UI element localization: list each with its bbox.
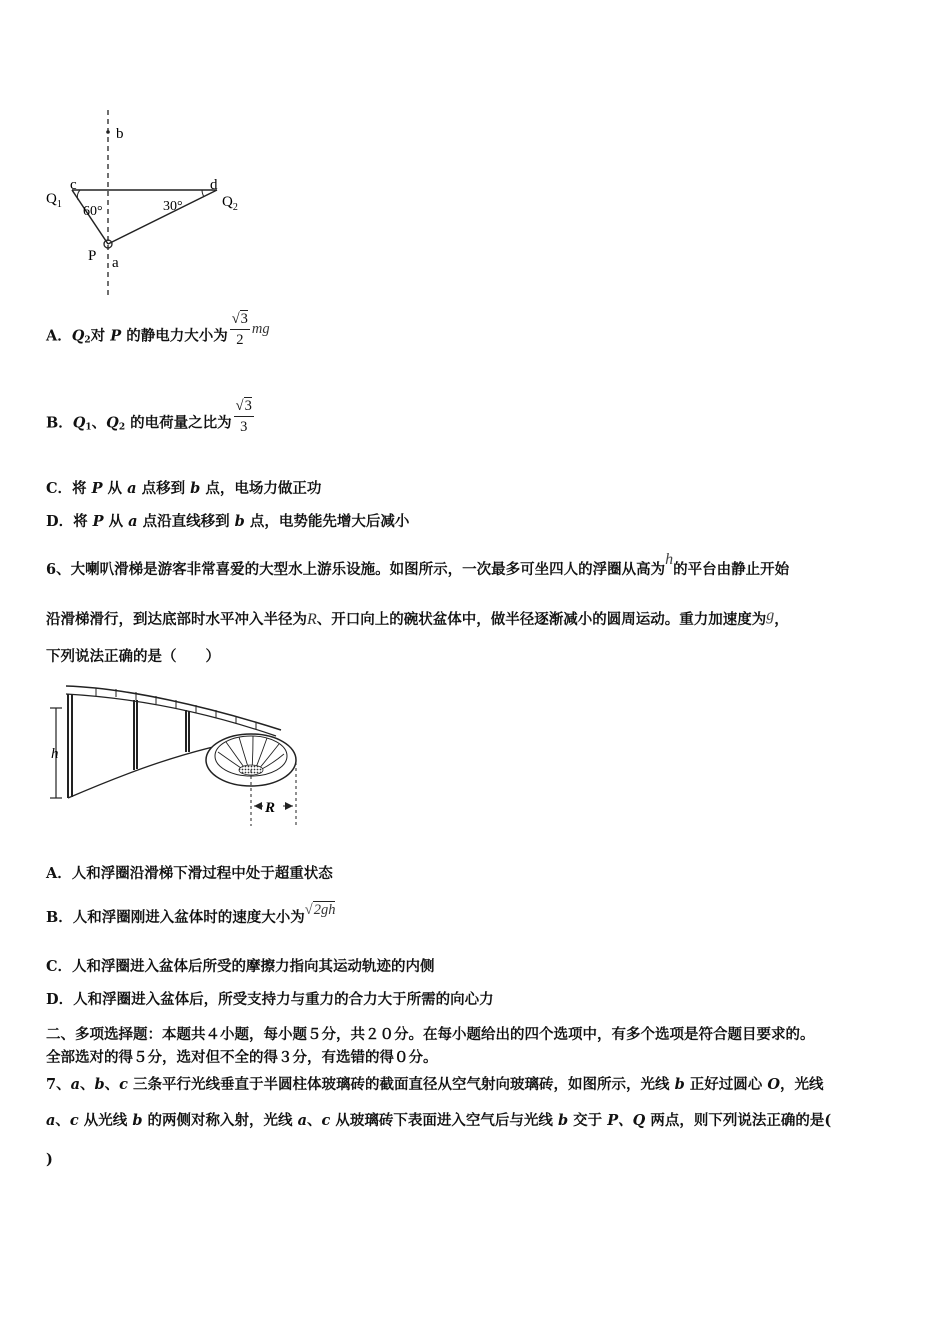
q7-stem-line2: a、c 从光线 b 的两侧对称入射，光线 a、c 从玻璃砖下表面进入空气后与光线 b 交于 P、Q 两点，则下列说法正确的是( xyxy=(46,1112,832,1129)
q5-option-c: C．将 P 从 a 点移到 b 点，电场力做正功 xyxy=(46,480,322,497)
q7-stem-line3: ) xyxy=(46,1151,53,1168)
label-b: b xyxy=(116,126,124,142)
angle-30-arc xyxy=(202,190,204,197)
section2-heading-line1: 二、多项选择题：本题共４小题，每小题５分，共２０分。在每小题给出的四个选项中，有多个选项是符合题目要求的。 xyxy=(46,1026,815,1043)
q6-stem-line3: 下列说法正确的是（ ） xyxy=(46,648,220,665)
label-c: c xyxy=(70,177,77,193)
sqrt3-over-2-fraction: $\frac{√3}{2}$ xyxy=(231,311,248,348)
sqrt3-over-3-fraction: $\frac{√3}{3}$ xyxy=(235,398,252,435)
label-angle-30: 30° xyxy=(163,199,183,214)
angle-60-arc xyxy=(77,190,80,200)
label-q1: $Q_1$ xyxy=(46,191,62,210)
q5-option-b: B．$Q_1$、$Q_2$ 的电荷量之比为 $\frac{√3}{3}$ xyxy=(46,398,252,435)
q6-stem-line1: 6、大喇叭滑梯是游客非常喜爱的大型水上游乐设施。如图所示，一次最多可坐四人的浮圈从高为h的平台由静止开始 xyxy=(46,551,790,578)
section2-heading-line2: 全部选对的得５分，选对但不全的得３分，有选错的得０分。 xyxy=(46,1049,438,1066)
r-arrow-left xyxy=(254,802,262,810)
label-a: a xyxy=(112,255,119,271)
point-b xyxy=(106,130,110,134)
r-label: R xyxy=(265,800,276,816)
label-d: d xyxy=(210,177,218,193)
h-label: h xyxy=(51,746,59,762)
q6-option-b: B．人和浮圈刚进入盆体时的速度大小为√2gh xyxy=(46,902,336,926)
q6-stem-line2: 沿滑梯滑行，到达底部时水平冲入半径为R、开口向上的碗状盆体中，做半径逐渐减小的圆周运动。重力加速度为g， xyxy=(46,607,789,628)
q6-option-c: C．人和浮圈进入盆体后所受的摩擦力指向其运动轨迹的内侧 xyxy=(46,958,435,975)
label-p: P xyxy=(88,248,97,264)
q5-option-a: A．$Q_2$对 P 的静电力大小为 $\frac{√3}{2}$ mg xyxy=(46,311,270,348)
q7-stem-line1: 7、a、b、c 三条平行光线垂直于半圆柱体玻璃砖的截面直径从空气射向玻璃砖，如图所示，光线 b 正好过圆心 O，光线 xyxy=(46,1076,824,1093)
q5-option-d: D．将 P 从 a 点沿直线移到 b 点，电势能先增大后减小 xyxy=(46,513,410,530)
label-angle-60: 60° xyxy=(83,204,103,219)
slide-supports xyxy=(68,694,189,798)
r-arrow-right xyxy=(285,802,293,810)
label-q2: $Q_2$ xyxy=(222,194,238,213)
q6-option-a: A．人和浮圈沿滑梯下滑过程中处于超重状态 xyxy=(46,865,333,882)
q6-option-d: D．人和浮圈进入盆体后，所受支持力与重力的合力大于所需的向心力 xyxy=(46,991,494,1008)
sqrt-2gh: √2gh xyxy=(304,902,336,918)
charge-triangle-figure xyxy=(40,110,280,300)
water-slide-figure xyxy=(46,678,306,828)
